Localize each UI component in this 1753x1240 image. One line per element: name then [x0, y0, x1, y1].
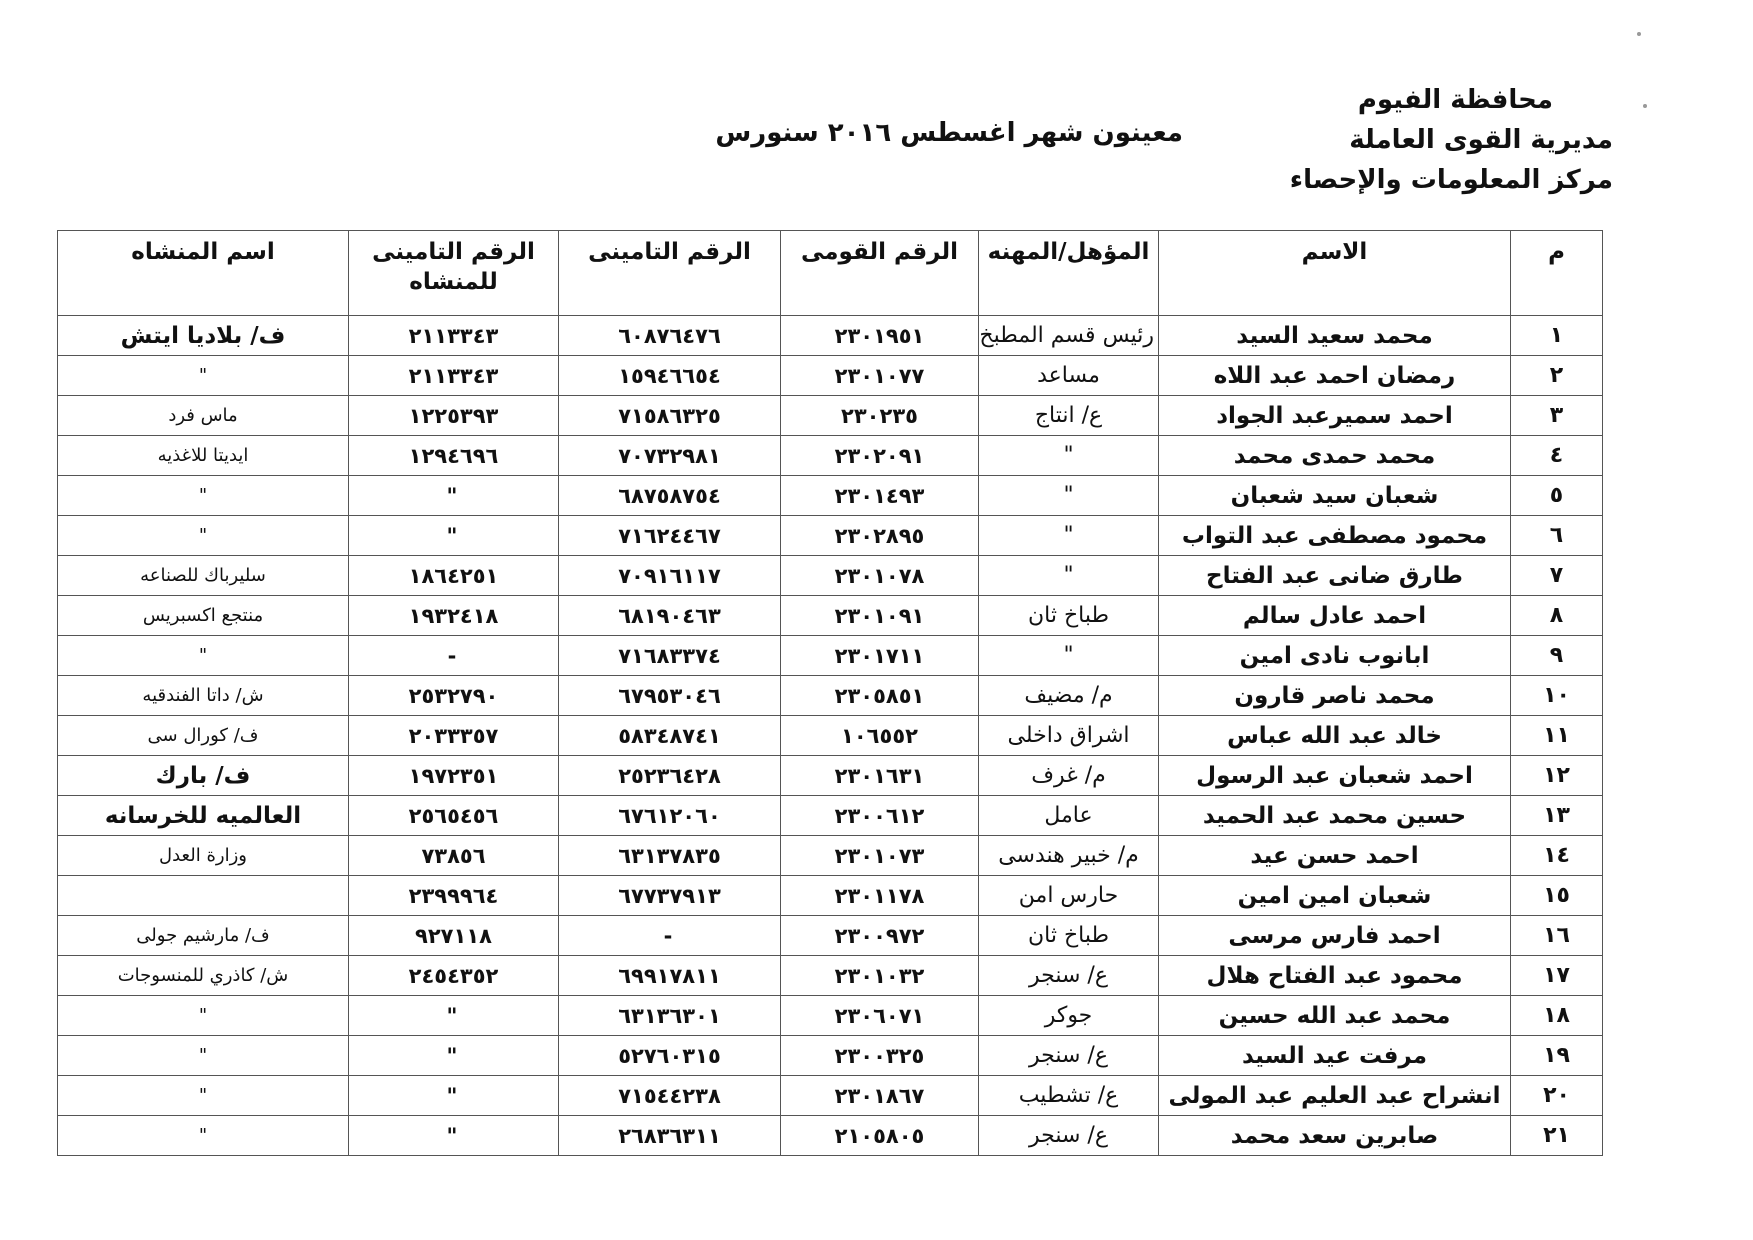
employee-name: صابرين سعد محمد	[1159, 1116, 1511, 1156]
establishment-insurance-number: ٧٣٨٥٦	[349, 836, 559, 876]
scan-speck	[1637, 32, 1641, 36]
insurance-number: ٥٢٧٦٠٣١٥	[559, 1036, 781, 1076]
national-id: ٢١٠٥٨٠٥	[781, 1116, 979, 1156]
qualification: ع/ سنجر	[979, 1036, 1159, 1076]
establishment-name: ف/ كورال سى	[58, 716, 349, 756]
national-id: ٢٣٠١٩٥١	[781, 316, 979, 356]
establishment-insurance-number: ٢٣٩٩٩٦٤	[349, 876, 559, 916]
establishment-insurance-number: "	[349, 1076, 559, 1116]
establishment-insurance-number: "	[349, 476, 559, 516]
insurance-number: ٦٨٧٥٨٧٥٤	[559, 476, 781, 516]
row-index: ١٠	[1511, 676, 1603, 716]
employees-table	[57, 230, 1603, 1156]
table-row	[58, 436, 1603, 476]
qualification: "	[979, 436, 1159, 476]
establishment-insurance-number: ٢٥٣٢٧٩٠	[349, 676, 559, 716]
establishment-insurance-number: ١٨٦٤٢٥١	[349, 556, 559, 596]
establishment-name: سليرباك للصناعه	[58, 556, 349, 596]
employee-name: احمد حسن عيد	[1159, 836, 1511, 876]
row-index: ١٦	[1511, 916, 1603, 956]
row-index: ١٥	[1511, 876, 1603, 916]
table-row	[58, 356, 1603, 396]
insurance-number: ٧١٥٨٦٣٢٥	[559, 396, 781, 436]
establishment-name: العالميه للخرسانه	[58, 796, 349, 836]
table-row	[58, 996, 1603, 1036]
employee-name: محمد عبد الله حسين	[1159, 996, 1511, 1036]
employee-name: محمد حمدى محمد	[1159, 436, 1511, 476]
table-row	[58, 1116, 1603, 1156]
row-index: ١٨	[1511, 996, 1603, 1036]
header-organization	[1290, 80, 1613, 200]
national-id: ٢٣٠١٠٧٣	[781, 836, 979, 876]
table-row	[58, 876, 1603, 916]
insurance-number: ١٥٩٤٦٦٥٤	[559, 356, 781, 396]
employee-name: احمد عادل سالم	[1159, 596, 1511, 636]
establishment-name: ش/ كاذري للمنسوجات	[58, 956, 349, 996]
row-index: ١٧	[1511, 956, 1603, 996]
insurance-number: ٦٨١٩٠٤٦٣	[559, 596, 781, 636]
establishment-name: ف/ مارشيم جولى	[58, 916, 349, 956]
column-header-establishment-name: اسم المنشاه	[58, 231, 349, 316]
establishment-name: ايديتا للاغذيه	[58, 436, 349, 476]
row-index: ١٢	[1511, 756, 1603, 796]
establishment-name: "	[58, 1116, 349, 1156]
row-index: ٧	[1511, 556, 1603, 596]
insurance-number: ٦٩٩١٧٨١١	[559, 956, 781, 996]
national-id: ٢٣٠١١٧٨	[781, 876, 979, 916]
establishment-insurance-number: ٢١١٣٣٤٣	[349, 356, 559, 396]
table-row	[58, 1036, 1603, 1076]
employee-name: حسين محمد عبد الحميد	[1159, 796, 1511, 836]
qualification: "	[979, 636, 1159, 676]
employee-name: احمد شعبان عبد الرسول	[1159, 756, 1511, 796]
insurance-number: ٦٧٦١٢٠٦٠	[559, 796, 781, 836]
employee-name: محمد ناصر قارون	[1159, 676, 1511, 716]
row-index: ١٩	[1511, 1036, 1603, 1076]
row-index: ١١	[1511, 716, 1603, 756]
establishment-name: ش/ داتا الفندقيه	[58, 676, 349, 716]
qualification: ع/ سنجر	[979, 956, 1159, 996]
establishment-insurance-number: "	[349, 516, 559, 556]
national-id: ٢٣٠٠٦١٢	[781, 796, 979, 836]
row-index: ١	[1511, 316, 1603, 356]
establishment-insurance-number: ١٩٧٢٣٥١	[349, 756, 559, 796]
establishment-insurance-number: ٢٤٥٤٣٥٢	[349, 956, 559, 996]
table-body	[58, 316, 1603, 1156]
establishment-insurance-number: "	[349, 996, 559, 1036]
national-id: ٢٣٠١٠٩١	[781, 596, 979, 636]
table-row	[58, 956, 1603, 996]
establishment-insurance-number: "	[349, 1036, 559, 1076]
insurance-number: ٧٠٩١٦١١٧	[559, 556, 781, 596]
qualification: جوكر	[979, 996, 1159, 1036]
row-index: ٨	[1511, 596, 1603, 636]
establishment-insurance-number: ٢١١٣٣٤٣	[349, 316, 559, 356]
establishment-name: ف/ بلاديا ايتش	[58, 316, 349, 356]
qualification: طباخ ثان	[979, 596, 1159, 636]
governorate-name: محافظة الفيوم	[1357, 85, 1553, 115]
qualification: اشراق داخلى	[979, 716, 1159, 756]
national-id: ٢٣٠٠٣٢٥	[781, 1036, 979, 1076]
row-index: ١٤	[1511, 836, 1603, 876]
qualification: م/ غرف	[979, 756, 1159, 796]
table-row	[58, 836, 1603, 876]
employee-name: ابانوب نادى امين	[1159, 636, 1511, 676]
qualification: م/ خبير هندسى	[979, 836, 1159, 876]
establishment-name: ف/ بارك	[58, 756, 349, 796]
insurance-number: ٢٦٨٣٦٣١١	[559, 1116, 781, 1156]
employee-name: محمود عبد الفتاح هلال	[1159, 956, 1511, 996]
table-row	[58, 396, 1603, 436]
insurance-number: ٦٧٧٣٧٩١٣	[559, 876, 781, 916]
insurance-number: ٧١٥٤٤٢٣٨	[559, 1076, 781, 1116]
establishment-name: "	[58, 636, 349, 676]
employee-name: محمود مصطفى عبد التواب	[1159, 516, 1511, 556]
qualification: حارس امن	[979, 876, 1159, 916]
establishment-name: وزارة العدل	[58, 836, 349, 876]
employee-name: شعبان سيد شعبان	[1159, 476, 1511, 516]
establishment-insurance-number: ١٩٣٢٤١٨	[349, 596, 559, 636]
insurance-number: ٧٠٧٣٢٩٨١	[559, 436, 781, 476]
employee-name: خالد عبد الله عباس	[1159, 716, 1511, 756]
establishment-name: "	[58, 1036, 349, 1076]
table-row	[58, 316, 1603, 356]
national-id: ٢٣٠٦٠٧١	[781, 996, 979, 1036]
row-index: ٢١	[1511, 1116, 1603, 1156]
table-row	[58, 596, 1603, 636]
column-header-national-id: الرقم القومى	[781, 231, 979, 316]
establishment-name: منتجع اكسبريس	[58, 596, 349, 636]
row-index: ٥	[1511, 476, 1603, 516]
table-row	[58, 476, 1603, 516]
column-header-establishment-insurance: الرقم التامينى للمنشاه	[349, 231, 559, 316]
qualification: رئيس قسم المطبخ	[979, 316, 1159, 356]
national-id: ٢٣٠١٠٣٢	[781, 956, 979, 996]
insurance-number: ٦٣١٣٧٨٣٥	[559, 836, 781, 876]
column-header-name: الاسم	[1159, 231, 1511, 316]
table-row	[58, 676, 1603, 716]
national-id: ٢٣٠٢٨٩٥	[781, 516, 979, 556]
insurance-number: ٧١٦٢٤٤٦٧	[559, 516, 781, 556]
qualification: "	[979, 516, 1159, 556]
qualification: ع/ سنجر	[979, 1116, 1159, 1156]
table-row	[58, 1076, 1603, 1116]
establishment-insurance-number: ٢٥٦٥٤٥٦	[349, 796, 559, 836]
national-id: ٢٣٠١٠٧٧	[781, 356, 979, 396]
qualification: مساعد	[979, 356, 1159, 396]
insurance-number: ٦٠٨٧٦٤٧٦	[559, 316, 781, 356]
insurance-number: ٧١٦٨٣٣٧٤	[559, 636, 781, 676]
establishment-name: "	[58, 996, 349, 1036]
column-header-insurance-number: الرقم التامينى	[559, 231, 781, 316]
employee-name: رمضان احمد عبد اللاه	[1159, 356, 1511, 396]
establishment-insurance-number: ١٢٩٤٦٩٦	[349, 436, 559, 476]
table-row	[58, 636, 1603, 676]
establishment-name: "	[58, 516, 349, 556]
row-index: ٢٠	[1511, 1076, 1603, 1116]
table-row	[58, 756, 1603, 796]
row-index: ٣	[1511, 396, 1603, 436]
table-row	[58, 916, 1603, 956]
employee-name: طارق ضانى عبد الفتاح	[1159, 556, 1511, 596]
row-index: ١٣	[1511, 796, 1603, 836]
establishment-insurance-number: ١٢٢٥٣٩٣	[349, 396, 559, 436]
employee-name: محمد سعيد السيد	[1159, 316, 1511, 356]
qualification: ع/ انتاج	[979, 396, 1159, 436]
qualification: ع/ تشطيب	[979, 1076, 1159, 1116]
national-id: ٢٣٠٢٣٥	[781, 396, 979, 436]
national-id: ٢٣٠١٤٩٣	[781, 476, 979, 516]
establishment-insurance-number: ٢٠٣٣٣٥٧	[349, 716, 559, 756]
employee-name: مرفت عيد السيد	[1159, 1036, 1511, 1076]
table-header-row	[58, 231, 1603, 316]
center-name: مركز المعلومات والإحصاء	[1289, 165, 1613, 195]
national-id: ١٠٦٥٥٢	[781, 716, 979, 756]
insurance-number: ٦٣١٣٦٣٠١	[559, 996, 781, 1036]
establishment-insurance-number: "	[349, 1116, 559, 1156]
insurance-number: ٢٥٢٣٦٤٢٨	[559, 756, 781, 796]
row-index: ٩	[1511, 636, 1603, 676]
qualification: عامل	[979, 796, 1159, 836]
employee-name: شعبان امين امين	[1159, 876, 1511, 916]
table-row	[58, 516, 1603, 556]
national-id: ٢٣٠٥٨٥١	[781, 676, 979, 716]
column-header-qualification: المؤهل/المهنه	[979, 231, 1159, 316]
establishment-name: "	[58, 1076, 349, 1116]
national-id: ٢٣٠١٦٣١	[781, 756, 979, 796]
establishment-name	[58, 876, 349, 916]
column-header-index: م	[1511, 231, 1603, 316]
row-index: ٢	[1511, 356, 1603, 396]
table-row	[58, 716, 1603, 756]
employee-name: احمد فارس مرسى	[1159, 916, 1511, 956]
qualification: "	[979, 476, 1159, 516]
national-id: ٢٣٠١٨٦٧	[781, 1076, 979, 1116]
employee-name: احمد سميرعبد الجواد	[1159, 396, 1511, 436]
establishment-insurance-number: ٩٢٧١١٨	[349, 916, 559, 956]
establishment-name: "	[58, 356, 349, 396]
document-title: معينون شهر اغسطس ٢٠١٦ سنورس	[715, 118, 1183, 148]
insurance-number: ٦٧٩٥٣٠٤٦	[559, 676, 781, 716]
national-id: ٢٣٠٢٠٩١	[781, 436, 979, 476]
establishment-name: "	[58, 476, 349, 516]
national-id: ٢٣٠١٧١١	[781, 636, 979, 676]
employee-name: انشراح عبد العليم عبد المولى	[1159, 1076, 1511, 1116]
national-id: ٢٣٠٠٩٧٢	[781, 916, 979, 956]
establishment-insurance-number: -	[349, 636, 559, 676]
insurance-number: ٥٨٣٤٨٧٤١	[559, 716, 781, 756]
row-index: ٤	[1511, 436, 1603, 476]
national-id: ٢٣٠١٠٧٨	[781, 556, 979, 596]
scan-speck	[1643, 104, 1647, 108]
table-row	[58, 796, 1603, 836]
directorate-name: مديرية القوى العاملة	[1349, 125, 1613, 155]
insurance-number: -	[559, 916, 781, 956]
table-row	[58, 556, 1603, 596]
qualification: "	[979, 556, 1159, 596]
qualification: طباخ ثان	[979, 916, 1159, 956]
establishment-name: ماس فرد	[58, 396, 349, 436]
qualification: م/ مضيف	[979, 676, 1159, 716]
row-index: ٦	[1511, 516, 1603, 556]
